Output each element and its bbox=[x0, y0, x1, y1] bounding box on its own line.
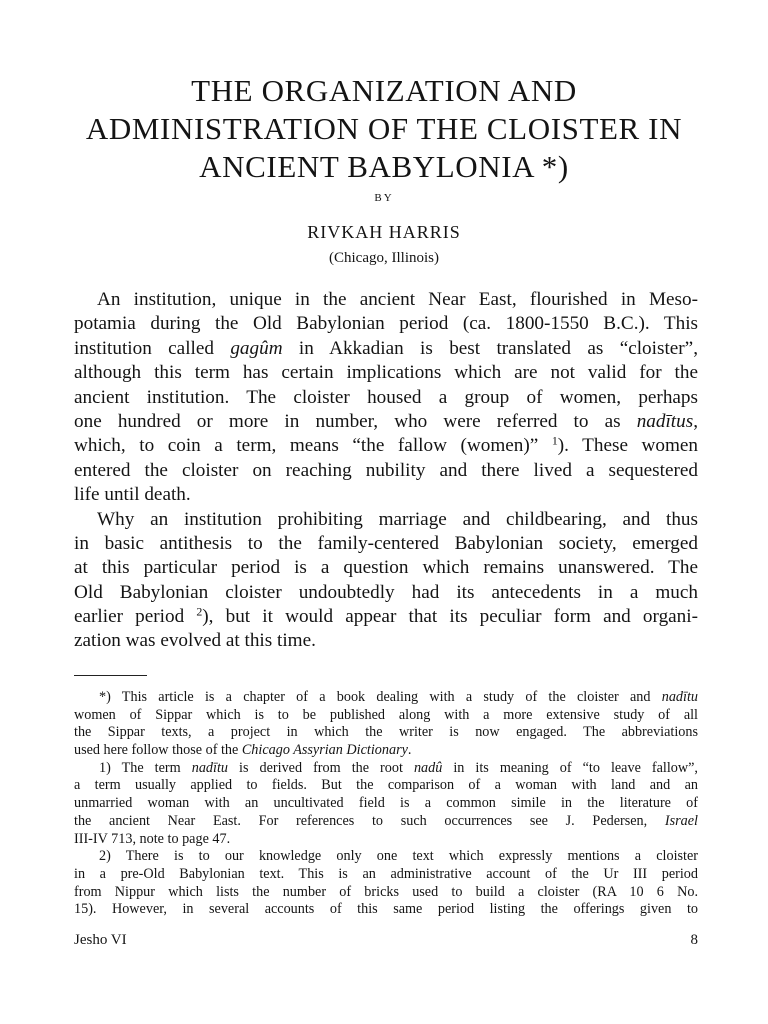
text-line: in basic antithesis to the family-centered Babylonian society, emerged bbox=[74, 532, 698, 554]
footnote-line: women of Sippar which is to be published along with a more extensive study of all bbox=[74, 706, 698, 723]
author-affiliation: (Chicago, Illinois) bbox=[329, 250, 439, 266]
footnote-line: 15). However, in several accounts of this same period listing the offerings given to bbox=[74, 901, 698, 918]
article-body bbox=[74, 288, 698, 654]
byline-by: BY bbox=[374, 192, 394, 204]
book-title: Israel bbox=[664, 812, 698, 829]
footnotes bbox=[74, 689, 698, 919]
footnote-line: from Nippur which lists the number of bricks used to build a cloister (RA 10 6 No. bbox=[74, 883, 698, 900]
page-number: 8 bbox=[690, 932, 698, 948]
title-line: ADMINISTRATION OF THE CLOISTER IN bbox=[85, 111, 683, 146]
text-line: earlier period $^2$), but it would appear that its peculiar form and organi- bbox=[74, 604, 698, 628]
footnote-ref: 2 bbox=[196, 604, 203, 619]
akkadian-term: nadītu bbox=[191, 759, 228, 776]
text-line: potamia during the Old Babylonian period (ca. 1800-1550 B.C.). This bbox=[74, 313, 698, 335]
text-line: although this term has certain implications which are not valid for the bbox=[74, 362, 698, 384]
text-line: entered the cloister on reaching nubility and there lived a sequestered bbox=[74, 459, 698, 481]
journal-name: Jesho VI bbox=[74, 932, 127, 948]
footnote-separator bbox=[74, 675, 147, 676]
page-footer bbox=[74, 932, 698, 949]
text-line: which, to coin a term, means “the fallow (women)” $^1$). These women bbox=[74, 433, 698, 457]
akkadian-term: nadītu bbox=[661, 689, 698, 705]
footnote-line: 1) The term nadītu is derived from the root nadû in its meaning of “to leave fallow”, bbox=[99, 759, 698, 776]
text-line: zation was evolved at this time. bbox=[74, 630, 316, 652]
akkadian-term: gagûm bbox=[230, 337, 283, 359]
footnote-line: III-IV 713, note to page 47. bbox=[74, 830, 231, 847]
footnote-line: a term usually applied to fields. But the comparison of a woman with land and an bbox=[74, 777, 698, 794]
footnote-line: the Sippar texts, a project in which the writer is now engaged. The abbreviations bbox=[74, 724, 698, 741]
dictionary-title: Chicago Assyrian Dictionary bbox=[241, 742, 408, 759]
footnote-line: the ancient Near East. For references to such occurrences see J. Pedersen, Israel bbox=[74, 812, 698, 829]
text-line: at this particular period is a question which remains unanswered. The bbox=[74, 557, 698, 579]
text-line: Why an institution prohibiting marriage and childbearing, and thus bbox=[97, 508, 698, 530]
text-line: ancient institution. The cloister housed a group of women, perhaps bbox=[74, 386, 698, 408]
title-line: ANCIENT BABYLONIA *) bbox=[199, 149, 569, 184]
text-line: institution called gagûm in Akkadian is best translated as “cloister”, bbox=[74, 337, 698, 359]
akkadian-term: nadû bbox=[413, 759, 443, 776]
footnote-line: *) This article is a chapter of a book dealing with a study of the cloister and nadītu bbox=[99, 689, 698, 705]
text-line: life until death. bbox=[74, 484, 191, 506]
title-line: THE ORGANIZATION AND bbox=[191, 73, 577, 108]
akkadian-term: nadītus bbox=[636, 410, 694, 432]
article-title bbox=[0, 72, 768, 186]
footnote-line: in a pre-Old Babylonian text. This is an administrative account of the Ur III period bbox=[74, 865, 698, 882]
text-line: An institution, unique in the ancient Near East, flourished in Meso- bbox=[97, 289, 698, 310]
footnote-line: used here follow those of the Chicago Assyrian Dictionary. bbox=[74, 742, 412, 759]
footnote-line: 2) There is to our knowledge only one text which expressly mentions a cloister bbox=[99, 848, 698, 865]
footnote-ref: 1 bbox=[551, 433, 558, 448]
text-line: Old Babylonian cloister undoubtedly had its antecedents in a much bbox=[74, 581, 698, 603]
author-name: RIVKAH HARRIS bbox=[307, 222, 461, 242]
text-line: one hundred or more in number, who were referred to as nadītus, bbox=[74, 410, 698, 432]
footnote-line: unmarried woman with an uncultivated field is a common simile in the literature of bbox=[74, 795, 698, 812]
